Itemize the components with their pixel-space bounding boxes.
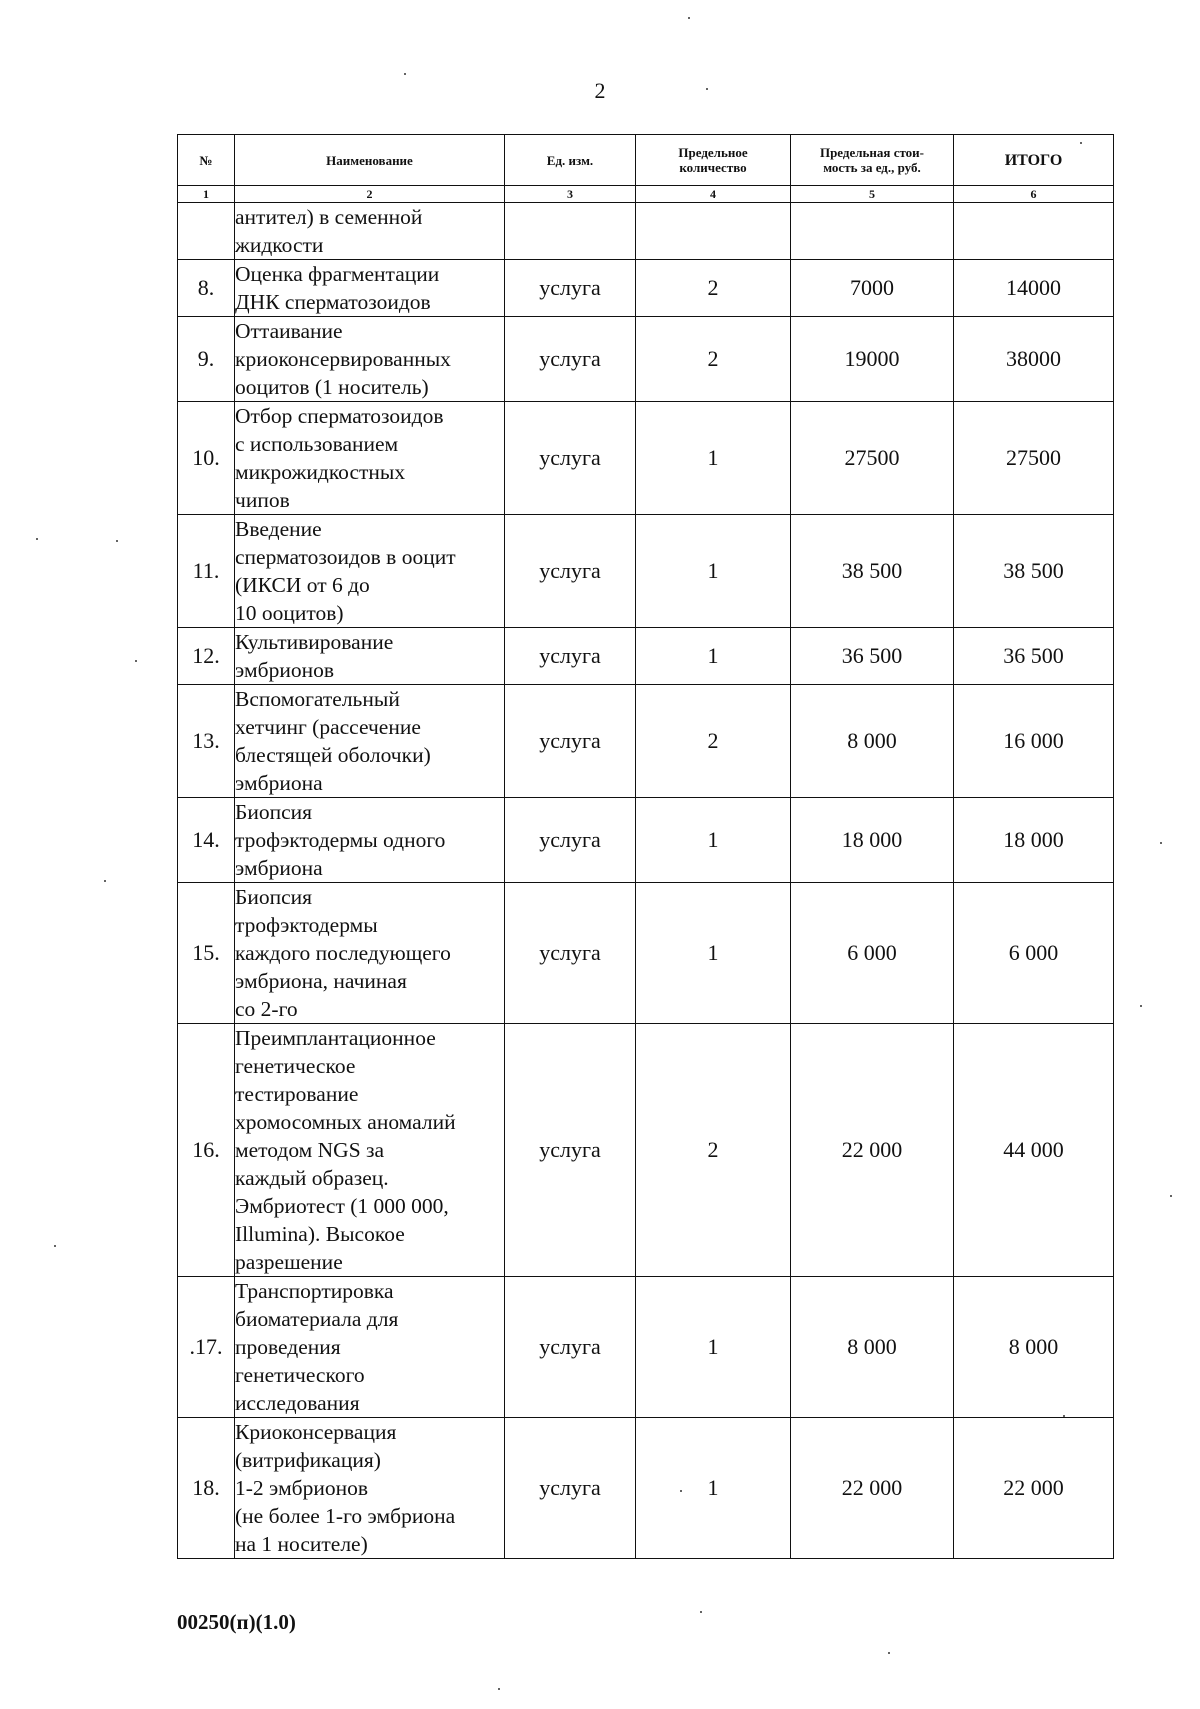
service-name-line: разрешение: [235, 1250, 343, 1274]
quantity-cell: 1: [636, 515, 791, 628]
service-name-line: Введение: [235, 517, 322, 541]
quantity-cell: 1: [636, 798, 791, 883]
total-cell: 22 000: [954, 1418, 1114, 1559]
service-name-line: ДНК сперматозоидов: [235, 290, 431, 314]
service-name-line: Криоконсервация: [235, 1420, 397, 1444]
service-name-line: генетического: [235, 1363, 365, 1387]
service-name-line: Биопсия: [235, 800, 313, 824]
scan-speck: [36, 538, 38, 540]
table-row: [178, 402, 1114, 515]
service-name-line: эмбриона: [235, 856, 323, 880]
quantity-cell: 1: [636, 402, 791, 515]
service-name-line: Эмбриотест (1 000 000,: [235, 1194, 449, 1218]
total-cell: 36 500: [954, 628, 1114, 685]
table-row: [178, 317, 1114, 402]
scan-speck: [1063, 1415, 1065, 1417]
price-cell: 6 000: [791, 883, 954, 1024]
quantity-cell: 1: [636, 1277, 791, 1418]
service-name: [235, 515, 505, 628]
service-name-line: сперматозоидов в ооцит: [235, 545, 456, 569]
column-index: 2: [235, 186, 505, 203]
total-cell: 44 000: [954, 1024, 1114, 1277]
price-cell: 18 000: [791, 798, 954, 883]
table-row: [178, 515, 1114, 628]
price-cell: 7000: [791, 260, 954, 317]
scan-speck: [688, 17, 690, 19]
service-name-line: (не более 1-го эмбриона: [235, 1504, 456, 1528]
header-number: №: [178, 135, 235, 186]
scan-speck: [116, 540, 118, 542]
scan-speck: [498, 1688, 500, 1690]
service-name-line: (ИКСИ от 6 до: [235, 573, 370, 597]
header-row: [178, 135, 1114, 186]
service-name-line: ооцитов (1 носитель): [235, 375, 429, 399]
service-name: [235, 317, 505, 402]
service-name-line: Illumina). Высокое: [235, 1222, 405, 1246]
service-name: [235, 685, 505, 798]
row-number: 8.: [178, 260, 235, 317]
service-name-line: Вспомогательный: [235, 687, 400, 711]
header-price-line: Предельная стои-: [819, 145, 925, 160]
unit-cell: услуга: [505, 685, 636, 798]
scan-speck: [888, 1652, 890, 1654]
service-name-line: каждого последующего: [235, 941, 451, 965]
quantity-cell: [636, 203, 791, 260]
row-number: 15.: [178, 883, 235, 1024]
service-name-line: трофэктодермы: [235, 913, 378, 937]
service-name-line: генетическое: [235, 1054, 356, 1078]
header-total: ИТОГО: [954, 135, 1114, 186]
service-name-line: проведения: [235, 1335, 341, 1359]
table-row: [178, 883, 1114, 1024]
service-name-line: Культивирование: [235, 630, 394, 654]
quantity-cell: 1: [636, 1418, 791, 1559]
service-name-line: жидкости: [235, 233, 324, 257]
service-name-line: (витрификация): [235, 1448, 381, 1472]
column-index: 1: [178, 186, 235, 203]
service-name-line: блестящей оболочки): [235, 743, 431, 767]
row-number: 9.: [178, 317, 235, 402]
row-number: .17.: [178, 1277, 235, 1418]
page-number: 2: [594, 78, 606, 103]
service-name-line: криоконсервированных: [235, 347, 451, 371]
price-cell: 38 500: [791, 515, 954, 628]
header-unit: Ед. изм.: [505, 135, 636, 186]
quantity-cell: 1: [636, 883, 791, 1024]
header-quantity-line: Предельное: [678, 145, 748, 160]
column-index: 4: [636, 186, 791, 203]
scan-speck: [706, 88, 708, 90]
scan-speck: [135, 660, 137, 662]
service-name-line: эмбриона: [235, 771, 323, 795]
price-cell: 8 000: [791, 1277, 954, 1418]
table-row: [178, 1277, 1114, 1418]
scan-speck: [54, 1245, 56, 1247]
service-name-line: Транспортировка: [235, 1279, 394, 1303]
continuation-row: [178, 203, 1114, 260]
price-cell: 8 000: [791, 685, 954, 798]
document-code: 00250(п)(1.0): [177, 1610, 296, 1634]
price-cell: 27500: [791, 402, 954, 515]
column-index: 5: [791, 186, 954, 203]
header-name: Наименование: [235, 135, 505, 186]
header-price: [791, 135, 954, 186]
total-cell: 16 000: [954, 685, 1114, 798]
header-quantity: [636, 135, 791, 186]
service-name-line: трофэктодермы одного: [235, 828, 446, 852]
unit-cell: услуга: [505, 402, 636, 515]
table-row: [178, 685, 1114, 798]
quantity-cell: 1: [636, 628, 791, 685]
service-name: [235, 1277, 505, 1418]
total-cell: 14000: [954, 260, 1114, 317]
price-cell: 22 000: [791, 1418, 954, 1559]
row-number: 10.: [178, 402, 235, 515]
row-number: [178, 203, 235, 260]
service-name-line: микрожидкостных: [235, 460, 406, 484]
table-row: [178, 1024, 1114, 1277]
scan-speck: [1160, 842, 1162, 844]
row-number: 13.: [178, 685, 235, 798]
total-cell: 6 000: [954, 883, 1114, 1024]
table-row: [178, 260, 1114, 317]
service-name-line: 10 ооцитов): [235, 601, 344, 625]
service-name: [235, 260, 505, 317]
header-price-line: мость за ед., руб.: [823, 160, 921, 175]
unit-cell: услуга: [505, 1024, 636, 1277]
service-name: [235, 402, 505, 515]
scan-speck: [1080, 142, 1082, 144]
service-name-line: Биопсия: [235, 885, 313, 909]
service-name: [235, 628, 505, 685]
total-cell: [954, 203, 1114, 260]
scan-speck: [404, 73, 406, 75]
service-name-line: хромосомных аномалий: [235, 1110, 456, 1134]
column-index: 3: [505, 186, 636, 203]
service-name-line: каждый образец.: [235, 1166, 389, 1190]
service-name-line: хетчинг (рассечение: [235, 715, 421, 739]
service-name-line: на 1 носителе): [235, 1532, 368, 1556]
service-name-line: Оттаивание: [235, 319, 343, 343]
row-number: 12.: [178, 628, 235, 685]
row-number: 16.: [178, 1024, 235, 1277]
service-name-line: Оценка фрагментации: [235, 262, 440, 286]
total-cell: 8 000: [954, 1277, 1114, 1418]
price-cell: 22 000: [791, 1024, 954, 1277]
quantity-cell: 2: [636, 317, 791, 402]
unit-cell: услуга: [505, 628, 636, 685]
service-name: [235, 1024, 505, 1277]
unit-cell: [505, 203, 636, 260]
service-name-line: исследования: [235, 1391, 360, 1415]
service-name-line: эмбрионов: [235, 658, 334, 682]
service-name: [235, 203, 505, 260]
service-name-line: со 2-го: [235, 997, 298, 1021]
table-row: [178, 798, 1114, 883]
scan-speck: [1140, 1005, 1142, 1007]
scan-speck: [700, 1611, 702, 1613]
service-name-line: эмбриона, начиная: [235, 969, 407, 993]
unit-cell: услуга: [505, 1418, 636, 1559]
scan-speck: [680, 1490, 682, 1492]
row-number: 18.: [178, 1418, 235, 1559]
service-name-line: антител) в семенной: [235, 205, 423, 229]
scan-speck: [104, 880, 106, 882]
unit-cell: услуга: [505, 798, 636, 883]
unit-cell: услуга: [505, 1277, 636, 1418]
service-name-line: с использованием: [235, 432, 399, 456]
total-cell: 38 500: [954, 515, 1114, 628]
header-quantity-line: количество: [679, 160, 747, 175]
total-cell: 27500: [954, 402, 1114, 515]
row-number: 14.: [178, 798, 235, 883]
row-number: 11.: [178, 515, 235, 628]
services-table: [177, 134, 1114, 1559]
price-cell: 19000: [791, 317, 954, 402]
service-name-line: Преимплантационное: [235, 1026, 436, 1050]
service-name: [235, 1418, 505, 1559]
column-index-row: [178, 186, 1114, 203]
service-name-line: биоматериала для: [235, 1307, 399, 1331]
price-cell: 36 500: [791, 628, 954, 685]
total-cell: 38000: [954, 317, 1114, 402]
table-row: [178, 1418, 1114, 1559]
service-name: [235, 798, 505, 883]
scan-speck: [1170, 1195, 1172, 1197]
column-index: 6: [954, 186, 1114, 203]
unit-cell: услуга: [505, 515, 636, 628]
unit-cell: услуга: [505, 260, 636, 317]
unit-cell: услуга: [505, 883, 636, 1024]
unit-cell: услуга: [505, 317, 636, 402]
service-name-line: 1-2 эмбрионов: [235, 1476, 369, 1500]
service-name-line: тестирование: [235, 1082, 359, 1106]
service-name-line: чипов: [235, 488, 290, 512]
service-name-line: методом NGS за: [235, 1138, 385, 1162]
quantity-cell: 2: [636, 685, 791, 798]
price-cell: [791, 203, 954, 260]
total-cell: 18 000: [954, 798, 1114, 883]
service-name-line: Отбор сперматозоидов: [235, 404, 444, 428]
table-row: [178, 628, 1114, 685]
service-name: [235, 883, 505, 1024]
quantity-cell: 2: [636, 260, 791, 317]
quantity-cell: 2: [636, 1024, 791, 1277]
